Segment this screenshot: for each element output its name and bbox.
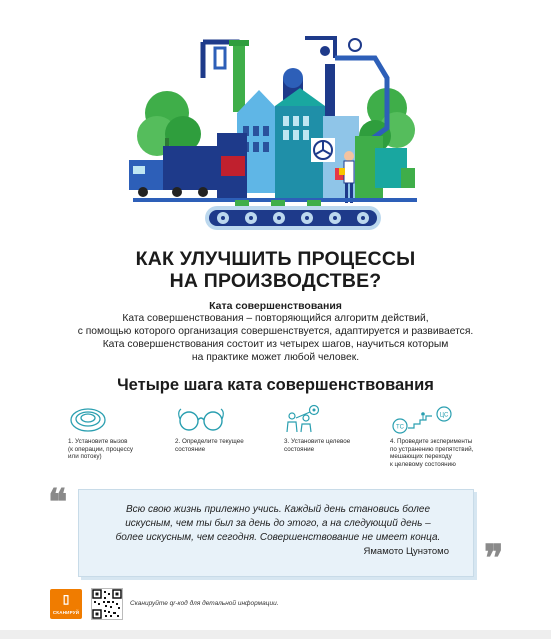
step-label: 1. Установите вызов (к операции, процессу или потоку) xyxy=(68,438,134,460)
current-state-label: ТС xyxy=(396,424,404,431)
step-4 xyxy=(390,404,490,468)
step-label: 3. Установите целевое состояние xyxy=(284,438,351,453)
quote-text: Всю свою жизнь прилежно учись. Каждый день становись более искусным, чем ты был за день до этого, а на следующий день – более искусным, чем сегодня. Совершенствование не имеет конца. xyxy=(115,504,441,543)
step-1 xyxy=(68,404,168,461)
team-target-icon xyxy=(284,404,324,434)
intro-paragraph: Ката совершенствования – повторяющийся алгоритм действий, с помощью которого организация совершенствуется, адаптируется и развивается. Ката совершенствования состоит из четырех шагов, научиться которым на практике может любой человек. xyxy=(77,313,474,363)
section-subheading: Ката совершенствования xyxy=(209,300,342,312)
quote-author: Ямамото Цунэтомо xyxy=(363,546,449,557)
close-quote-mark: ❞ xyxy=(484,537,504,579)
page-title: КАК УЛУЧШИТЬ ПРОЦЕССЫ НА ПРОИЗВОДСТВЕ? xyxy=(135,248,416,292)
scan-instruction: Сканируйте qr-код для детальной информации. xyxy=(130,600,279,607)
target-state-label: ЦС xyxy=(439,412,449,419)
step-label: 4. Проведите эксперименты по устранению препятствий, мешающих переходу к целевому состоянию xyxy=(390,438,474,468)
step-2 xyxy=(175,404,275,453)
stairs-path-icon xyxy=(390,404,456,434)
qr-code[interactable] xyxy=(91,588,123,620)
open-quote-mark: ❝ xyxy=(48,481,68,523)
factory-illustration xyxy=(125,18,425,240)
quote-box xyxy=(78,489,474,577)
steps-heading: Четыре шага ката совершенствования xyxy=(117,376,434,394)
step-3 xyxy=(284,404,384,453)
scan-logo xyxy=(50,589,82,619)
step-label: 2. Определите текущее состояние xyxy=(175,438,244,453)
glasses-icon xyxy=(175,404,227,434)
footer-strip xyxy=(0,630,551,639)
phone-icon: ▯ xyxy=(62,592,70,606)
logo-label: СКАНИРУЙ xyxy=(52,610,80,615)
target-ring-icon xyxy=(68,404,108,434)
